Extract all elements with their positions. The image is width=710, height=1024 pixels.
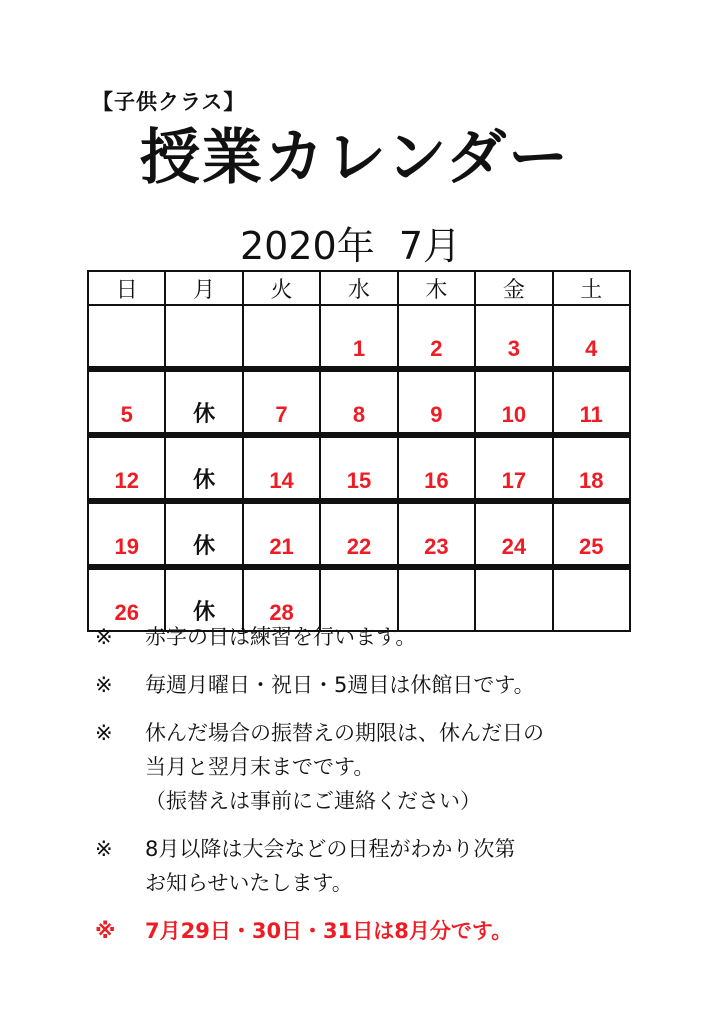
note-line: 休んだ場合の振替えの期限は、休んだ日の: [145, 721, 544, 745]
month-heading: 2020年 7月: [240, 224, 462, 268]
calendar-table: [87, 270, 631, 632]
calendar-day-cell: 18: [553, 435, 630, 501]
calendar-day-cell: 14: [243, 435, 320, 501]
calendar-day-cell: 12: [88, 435, 165, 501]
calendar-day-cell: 11: [553, 369, 630, 435]
calendar-day-cell: 17: [475, 435, 552, 501]
note-mark: ※: [95, 625, 113, 649]
calendar-day-cell: 23: [398, 501, 475, 567]
calendar-week-row: [88, 305, 630, 369]
weekday-header-row: [88, 271, 630, 305]
note-practice-days: [95, 620, 695, 654]
calendar-day-cell: 10: [475, 369, 552, 435]
note-august-schedule: [95, 832, 695, 900]
page-title: 授業カレンダー: [140, 123, 571, 193]
calendar-empty-cell: [165, 305, 242, 369]
note-line: 当月と翌月末までです。: [145, 755, 375, 779]
calendar-day-cell: 19: [88, 501, 165, 567]
calendar-day-cell: 5: [88, 369, 165, 435]
calendar-day-cell: 26: [88, 567, 165, 631]
calendar-closed-cell: 休: [165, 435, 242, 501]
weekday-sat: 土: [553, 271, 630, 305]
note-line: お知らせいたします。: [145, 871, 353, 895]
calendar-day-cell: 3: [475, 305, 552, 369]
calendar-day-cell: 22: [320, 501, 397, 567]
calendar-week-row: [88, 435, 630, 501]
note-line: 8月以降は大会などの日程がわかり次第: [145, 837, 516, 861]
note-parenthetical: （振替えは事前にご連絡ください）: [145, 789, 481, 813]
calendar-closed-cell: 休: [165, 369, 242, 435]
calendar-day-cell: 8: [320, 369, 397, 435]
note-line: 赤字の日は練習を行います。: [145, 625, 417, 649]
note-end-of-month: [95, 914, 695, 948]
calendar-empty-cell: [243, 305, 320, 369]
weekday-tue: 火: [243, 271, 320, 305]
note-mark: ※: [95, 837, 113, 861]
note-line: 毎週月曜日・祝日・5週目は休館日です。: [145, 673, 535, 697]
calendar-closed-cell: 休: [165, 501, 242, 567]
calendar-day-cell: 28: [243, 567, 320, 631]
calendar-day-cell: 16: [398, 435, 475, 501]
weekday-sun: 日: [88, 271, 165, 305]
calendar-day-cell: 1: [320, 305, 397, 369]
note-line: 7月29日・30日・31日は8月分です。: [145, 919, 513, 943]
note-mark: ※: [95, 673, 113, 697]
class-tag: 【子供クラス】: [92, 90, 246, 114]
notes-section: [95, 620, 695, 962]
weekday-thu: 木: [398, 271, 475, 305]
calendar-day-cell: 2: [398, 305, 475, 369]
calendar-empty-cell: [88, 305, 165, 369]
calendar-day-cell: 7: [243, 369, 320, 435]
calendar-day-cell: 4: [553, 305, 630, 369]
note-mark: ※: [95, 919, 116, 943]
note-makeup-deadline: [95, 716, 695, 784]
weekday-fri: 金: [475, 271, 552, 305]
calendar-day-cell: 21: [243, 501, 320, 567]
weekday-wed: 水: [320, 271, 397, 305]
weekday-mon: 月: [165, 271, 242, 305]
calendar-week-row: [88, 501, 630, 567]
calendar-closed-cell: 休: [165, 567, 242, 631]
calendar-week-row: [88, 369, 630, 435]
calendar-day-cell: 24: [475, 501, 552, 567]
note-closed-days: [95, 668, 695, 702]
calendar-day-cell: 15: [320, 435, 397, 501]
note-mark: ※: [95, 721, 113, 745]
calendar-body: [88, 305, 630, 631]
calendar-day-cell: 9: [398, 369, 475, 435]
calendar-day-cell: 25: [553, 501, 630, 567]
